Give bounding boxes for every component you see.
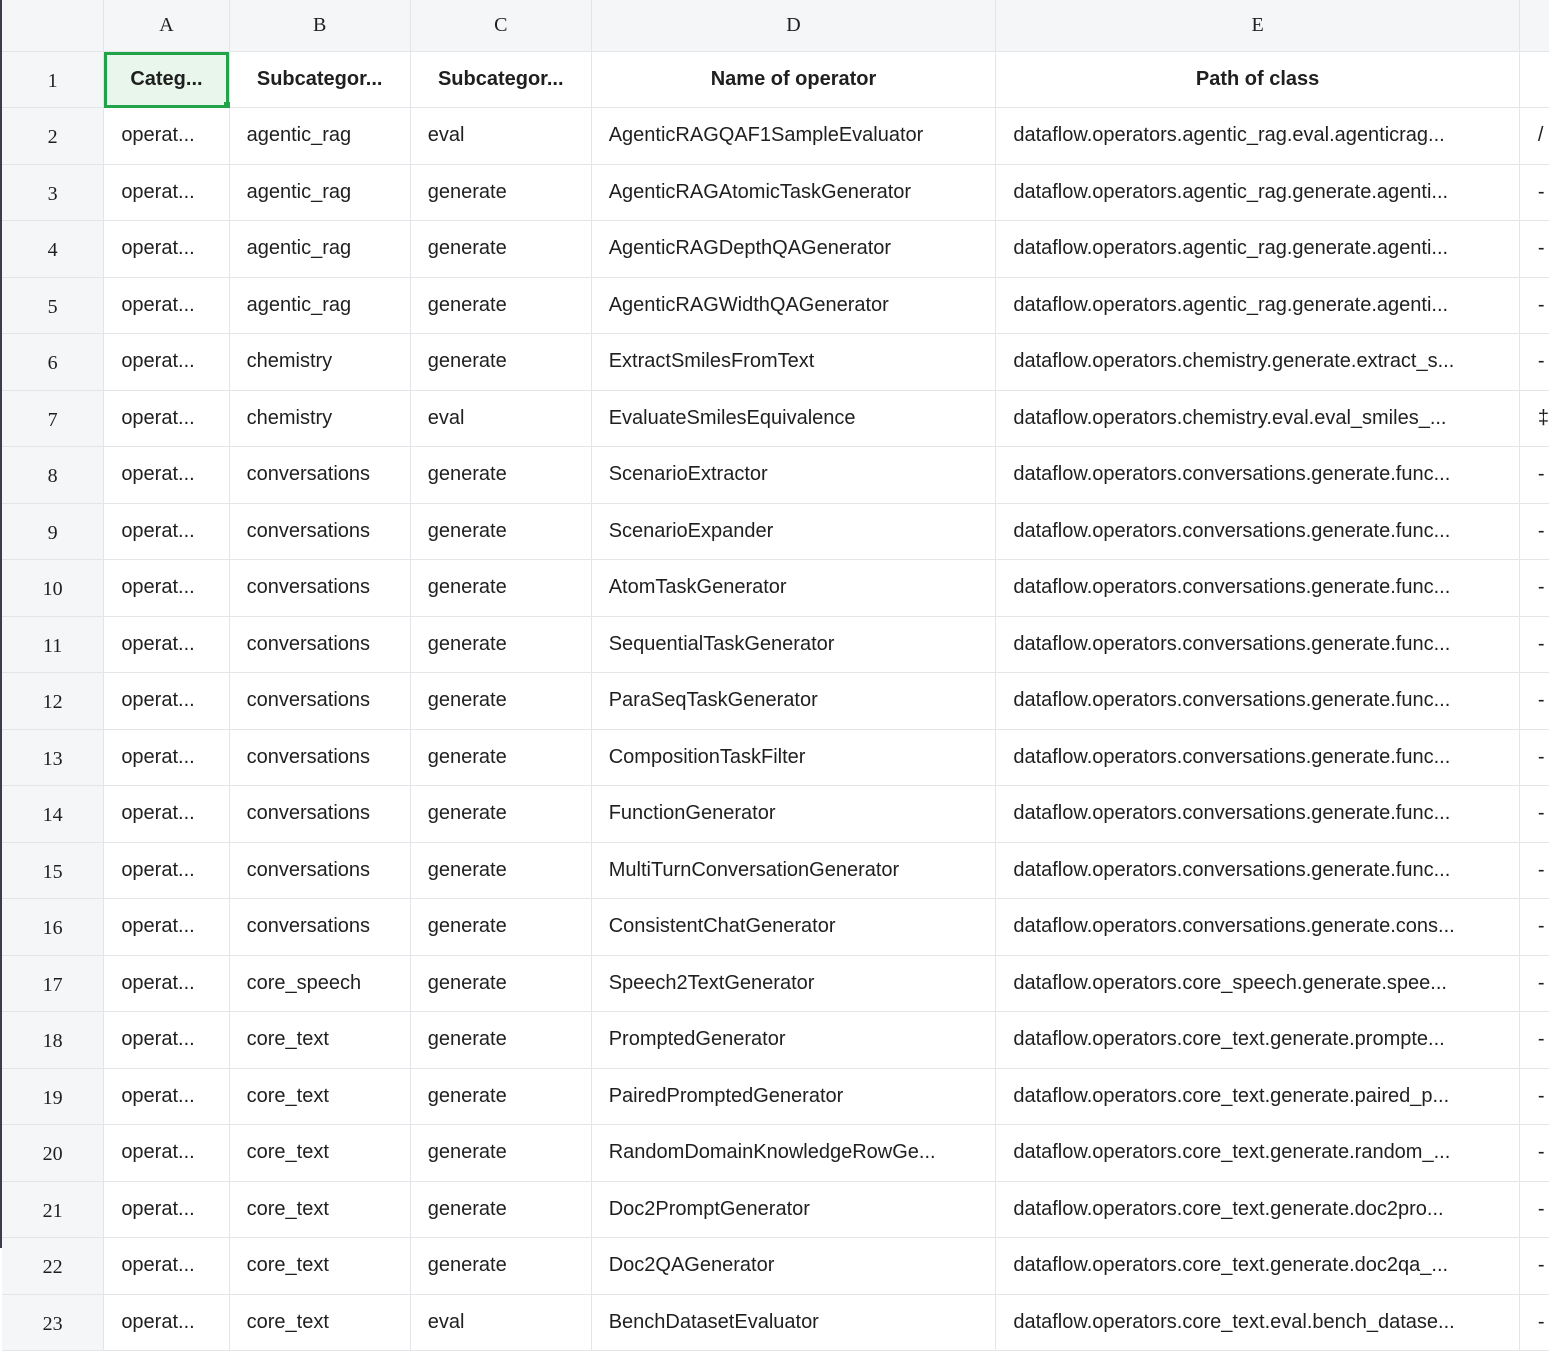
cell-c1[interactable]: Subcategor... — [410, 52, 591, 108]
row-header[interactable]: 14 — [2, 786, 104, 843]
table-row — [2, 1068, 1549, 1125]
cell-e[interactable]: dataflow.operators.conversations.generate.cons... — [996, 899, 1520, 956]
cell-f-partial[interactable]: - — [1519, 729, 1549, 786]
cell-e[interactable]: dataflow.operators.core_text.generate.prompte... — [996, 1012, 1520, 1069]
cell-e[interactable]: dataflow.operators.core_text.generate.paired_p... — [996, 1068, 1520, 1125]
cell-f-partial[interactable]: - — [1519, 1125, 1549, 1182]
cell-f-partial[interactable]: / — [1519, 108, 1549, 165]
cell-a[interactable]: operat... — [104, 108, 229, 165]
cell-d[interactable]: AgenticRAGWidthQAGenerator — [591, 277, 996, 334]
cell-f-partial[interactable]: - — [1519, 1181, 1549, 1238]
cell-c[interactable]: generate — [410, 729, 591, 786]
cell-a[interactable]: operat... — [104, 1181, 229, 1238]
table-row — [2, 842, 1549, 899]
cell-f-partial[interactable]: - — [1519, 1238, 1549, 1295]
table-row — [2, 164, 1549, 221]
cell-a[interactable]: operat... — [104, 616, 229, 673]
table-row — [2, 1294, 1549, 1351]
cell-a[interactable]: operat... — [104, 899, 229, 956]
cell-b[interactable]: conversations — [229, 729, 410, 786]
cell-e[interactable]: dataflow.operators.chemistry.eval.eval_smiles_... — [996, 390, 1520, 447]
cell-f-partial[interactable]: - — [1519, 673, 1549, 730]
row-header[interactable]: 11 — [2, 616, 104, 673]
cell-e[interactable]: dataflow.operators.core_speech.generate.spee... — [996, 955, 1520, 1012]
cell-b[interactable]: core_speech — [229, 955, 410, 1012]
fill-handle[interactable] — [224, 102, 230, 108]
table-row — [2, 616, 1549, 673]
cell-a[interactable]: operat... — [104, 1294, 229, 1351]
cell-d[interactable]: Doc2QAGenerator — [591, 1238, 996, 1295]
row-header[interactable]: 15 — [2, 842, 104, 899]
cell-b[interactable]: conversations — [229, 899, 410, 956]
cell-c[interactable]: generate — [410, 786, 591, 843]
cell-c[interactable]: generate — [410, 1125, 591, 1182]
cell-a[interactable]: operat... — [104, 390, 229, 447]
cell-b[interactable]: core_text — [229, 1238, 410, 1295]
cell-c[interactable]: generate — [410, 899, 591, 956]
table-row — [2, 673, 1549, 730]
cell-e[interactable]: dataflow.operators.conversations.generate.func... — [996, 447, 1520, 504]
cell-b[interactable]: agentic_rag — [229, 164, 410, 221]
cell-a[interactable]: operat... — [104, 955, 229, 1012]
cell-b[interactable]: agentic_rag — [229, 221, 410, 278]
cell-b[interactable]: chemistry — [229, 390, 410, 447]
cell-f-partial[interactable]: - — [1519, 786, 1549, 843]
cell-b[interactable]: core_text — [229, 1012, 410, 1069]
cell-d[interactable]: BenchDatasetEvaluator — [591, 1294, 996, 1351]
row-header[interactable]: 8 — [2, 447, 104, 504]
cell-c[interactable]: generate — [410, 1012, 591, 1069]
cell-b[interactable]: agentic_rag — [229, 108, 410, 165]
cell-f-partial[interactable]: - — [1519, 560, 1549, 617]
row-header[interactable]: 18 — [2, 1012, 104, 1069]
cell-f-partial[interactable]: - — [1519, 616, 1549, 673]
cell-e[interactable]: dataflow.operators.conversations.generate.func... — [996, 503, 1520, 560]
cell-c[interactable]: generate — [410, 955, 591, 1012]
row-header[interactable]: 19 — [2, 1068, 104, 1125]
cell-a1-selected[interactable] — [104, 52, 229, 108]
cell-d[interactable]: AgenticRAGDepthQAGenerator — [591, 221, 996, 278]
cell-f-partial[interactable]: - — [1519, 503, 1549, 560]
table-row — [2, 221, 1549, 278]
cell-d[interactable]: AtomTaskGenerator — [591, 560, 996, 617]
select-all-corner[interactable] — [2, 0, 104, 52]
cell-d[interactable]: ParaSeqTaskGenerator — [591, 673, 996, 730]
row-header[interactable]: 3 — [2, 164, 104, 221]
cell-c[interactable]: generate — [410, 503, 591, 560]
cell-d[interactable]: MultiTurnConversationGenerator — [591, 842, 996, 899]
cell-a[interactable]: operat... — [104, 1012, 229, 1069]
table-row — [2, 52, 1549, 108]
row-header[interactable]: 22 — [2, 1238, 104, 1295]
cell-d1[interactable]: Name of operator — [591, 52, 996, 108]
cell-d[interactable]: PromptedGenerator — [591, 1012, 996, 1069]
table-row — [2, 503, 1549, 560]
cell-b[interactable]: core_text — [229, 1125, 410, 1182]
table-row — [2, 1012, 1549, 1069]
table-row — [2, 560, 1549, 617]
cell-e[interactable]: dataflow.operators.conversations.generate.func... — [996, 616, 1520, 673]
cell-b1[interactable]: Subcategor... — [229, 52, 410, 108]
cell-c[interactable]: eval — [410, 1294, 591, 1351]
table-row — [2, 955, 1549, 1012]
cell-f-partial[interactable]: - — [1519, 447, 1549, 504]
cell-c[interactable]: generate — [410, 334, 591, 391]
cell-f-partial[interactable]: - — [1519, 164, 1549, 221]
row-header[interactable]: 16 — [2, 899, 104, 956]
table-row — [2, 899, 1549, 956]
row-header[interactable]: 1 — [2, 52, 104, 108]
cell-b[interactable]: conversations — [229, 842, 410, 899]
row-header[interactable]: 6 — [2, 334, 104, 391]
cell-a[interactable]: operat... — [104, 334, 229, 391]
cell-d[interactable]: EvaluateSmilesEquivalence — [591, 390, 996, 447]
cell-c[interactable]: generate — [410, 616, 591, 673]
cell-d[interactable]: AgenticRAGAtomicTaskGenerator — [591, 164, 996, 221]
row-header[interactable]: 17 — [2, 955, 104, 1012]
row-header[interactable]: 23 — [2, 1294, 104, 1351]
cell-f-partial[interactable]: - — [1519, 1068, 1549, 1125]
cell-e[interactable]: dataflow.operators.conversations.generate.func... — [996, 729, 1520, 786]
cell-e[interactable]: dataflow.operators.core_text.generate.doc2qa_... — [996, 1238, 1520, 1295]
cell-f-partial[interactable]: - — [1519, 1294, 1549, 1351]
cell-b[interactable]: conversations — [229, 447, 410, 504]
cell-a[interactable]: operat... — [104, 221, 229, 278]
cell-b[interactable]: chemistry — [229, 334, 410, 391]
cell-d[interactable]: Speech2TextGenerator — [591, 955, 996, 1012]
cell-c[interactable]: generate — [410, 560, 591, 617]
table-row — [2, 729, 1549, 786]
cell-c[interactable]: generate — [410, 842, 591, 899]
row-header[interactable]: 21 — [2, 1181, 104, 1238]
column-header-f-partial[interactable] — [1519, 0, 1549, 52]
cell-f-partial[interactable]: - — [1519, 334, 1549, 391]
cell-d[interactable]: SequentialTaskGenerator — [591, 616, 996, 673]
cell-f-partial[interactable]: - — [1519, 955, 1549, 1012]
cell-e[interactable]: dataflow.operators.agentic_rag.generate.agenti... — [996, 277, 1520, 334]
cell-c[interactable]: generate — [410, 164, 591, 221]
cell-a[interactable]: operat... — [104, 786, 229, 843]
cell-c[interactable]: generate — [410, 221, 591, 278]
cell-e[interactable]: dataflow.operators.chemistry.generate.extract_s... — [996, 334, 1520, 391]
cell-e[interactable]: dataflow.operators.conversations.generate.func... — [996, 673, 1520, 730]
cell-d[interactable]: ScenarioExpander — [591, 503, 996, 560]
cell-f-partial[interactable]: - — [1519, 277, 1549, 334]
row-header[interactable]: 10 — [2, 560, 104, 617]
cell-a[interactable]: operat... — [104, 1068, 229, 1125]
cell-a[interactable]: operat... — [104, 673, 229, 730]
cell-e[interactable]: dataflow.operators.core_text.generate.random_... — [996, 1125, 1520, 1182]
cell-c[interactable]: eval — [410, 390, 591, 447]
cell-e[interactable]: dataflow.operators.conversations.generate.func... — [996, 842, 1520, 899]
row-header[interactable]: 7 — [2, 390, 104, 447]
cell-a[interactable]: operat... — [104, 277, 229, 334]
table-row — [2, 108, 1549, 165]
column-header-a[interactable]: A — [104, 0, 229, 52]
cell-a[interactable]: operat... — [104, 503, 229, 560]
table-row — [2, 1125, 1549, 1182]
cell-a[interactable]: operat... — [104, 842, 229, 899]
cell-b[interactable]: conversations — [229, 503, 410, 560]
cell-c[interactable]: generate — [410, 673, 591, 730]
column-header-b[interactable]: B — [229, 0, 410, 52]
cell-b[interactable]: conversations — [229, 616, 410, 673]
cell-c[interactable]: generate — [410, 277, 591, 334]
cell-f-partial[interactable]: - — [1519, 1012, 1549, 1069]
row-header[interactable]: 20 — [2, 1125, 104, 1182]
cell-b[interactable]: agentic_rag — [229, 277, 410, 334]
cell-e[interactable]: dataflow.operators.conversations.generate.func... — [996, 560, 1520, 617]
cell-b[interactable]: core_text — [229, 1068, 410, 1125]
cell-f-partial[interactable]: - — [1519, 899, 1549, 956]
cell-d[interactable]: AgenticRAGQAF1SampleEvaluator — [591, 108, 996, 165]
cell-b[interactable]: core_text — [229, 1181, 410, 1238]
column-header-d[interactable]: D — [591, 0, 996, 52]
cell-f-partial[interactable]: ‡ — [1519, 390, 1549, 447]
cell-a[interactable]: operat... — [104, 560, 229, 617]
column-header-c[interactable]: C — [410, 0, 591, 52]
cell-a[interactable]: operat... — [104, 729, 229, 786]
cell-c[interactable]: generate — [410, 1068, 591, 1125]
table-row — [2, 786, 1549, 843]
cell-d[interactable]: FunctionGenerator — [591, 786, 996, 843]
window-edge — [0, 0, 2, 1248]
cell-d[interactable]: ScenarioExtractor — [591, 447, 996, 504]
cell-b[interactable]: conversations — [229, 560, 410, 617]
cell-a[interactable]: operat... — [104, 164, 229, 221]
cell-d[interactable]: CompositionTaskFilter — [591, 729, 996, 786]
cell-e[interactable]: dataflow.operators.agentic_rag.generate.agenti... — [996, 164, 1520, 221]
column-header-e[interactable]: E — [996, 0, 1520, 52]
cell-f-partial[interactable]: - — [1519, 842, 1549, 899]
cell-e[interactable]: dataflow.operators.core_text.generate.doc2pro... — [996, 1181, 1520, 1238]
row-header[interactable]: 5 — [2, 277, 104, 334]
cell-a[interactable]: operat... — [104, 447, 229, 504]
cell-e[interactable]: dataflow.operators.agentic_rag.generate.agenti... — [996, 221, 1520, 278]
cell-d[interactable]: ExtractSmilesFromText — [591, 334, 996, 391]
cell-b[interactable]: core_text — [229, 1294, 410, 1351]
row-header[interactable]: 13 — [2, 729, 104, 786]
cell-d[interactable]: ConsistentChatGenerator — [591, 899, 996, 956]
table-row — [2, 447, 1549, 504]
cell-d[interactable]: PairedPromptedGenerator — [591, 1068, 996, 1125]
cell-e[interactable]: dataflow.operators.agentic_rag.eval.agenticrag... — [996, 108, 1520, 165]
table-row — [2, 277, 1549, 334]
row-header[interactable]: 2 — [2, 108, 104, 165]
table-row — [2, 1238, 1549, 1295]
cell-text: Categ... — [130, 68, 203, 90]
cell-c[interactable]: eval — [410, 108, 591, 165]
row-header[interactable]: 4 — [2, 221, 104, 278]
cell-c[interactable]: generate — [410, 1238, 591, 1295]
row-header[interactable]: 12 — [2, 673, 104, 730]
cell-b[interactable]: conversations — [229, 673, 410, 730]
cell-f1[interactable] — [1519, 52, 1549, 108]
cell-f-partial[interactable]: - — [1519, 221, 1549, 278]
cell-e[interactable]: dataflow.operators.core_text.eval.bench_datase... — [996, 1294, 1520, 1351]
cell-b[interactable]: conversations — [229, 786, 410, 843]
cell-c[interactable]: generate — [410, 447, 591, 504]
row-header[interactable]: 9 — [2, 503, 104, 560]
cell-d[interactable]: RandomDomainKnowledgeRowGe... — [591, 1125, 996, 1182]
sheet-grid — [2, 0, 1549, 1351]
table-row — [2, 334, 1549, 391]
table-row — [2, 1181, 1549, 1238]
cell-a[interactable]: operat... — [104, 1125, 229, 1182]
cell-e[interactable]: dataflow.operators.conversations.generate.func... — [996, 786, 1520, 843]
cell-c[interactable]: generate — [410, 1181, 591, 1238]
cell-d[interactable]: Doc2PromptGenerator — [591, 1181, 996, 1238]
cell-a[interactable]: operat... — [104, 1238, 229, 1295]
cell-e1[interactable]: Path of class — [996, 52, 1520, 108]
table-row — [2, 390, 1549, 447]
